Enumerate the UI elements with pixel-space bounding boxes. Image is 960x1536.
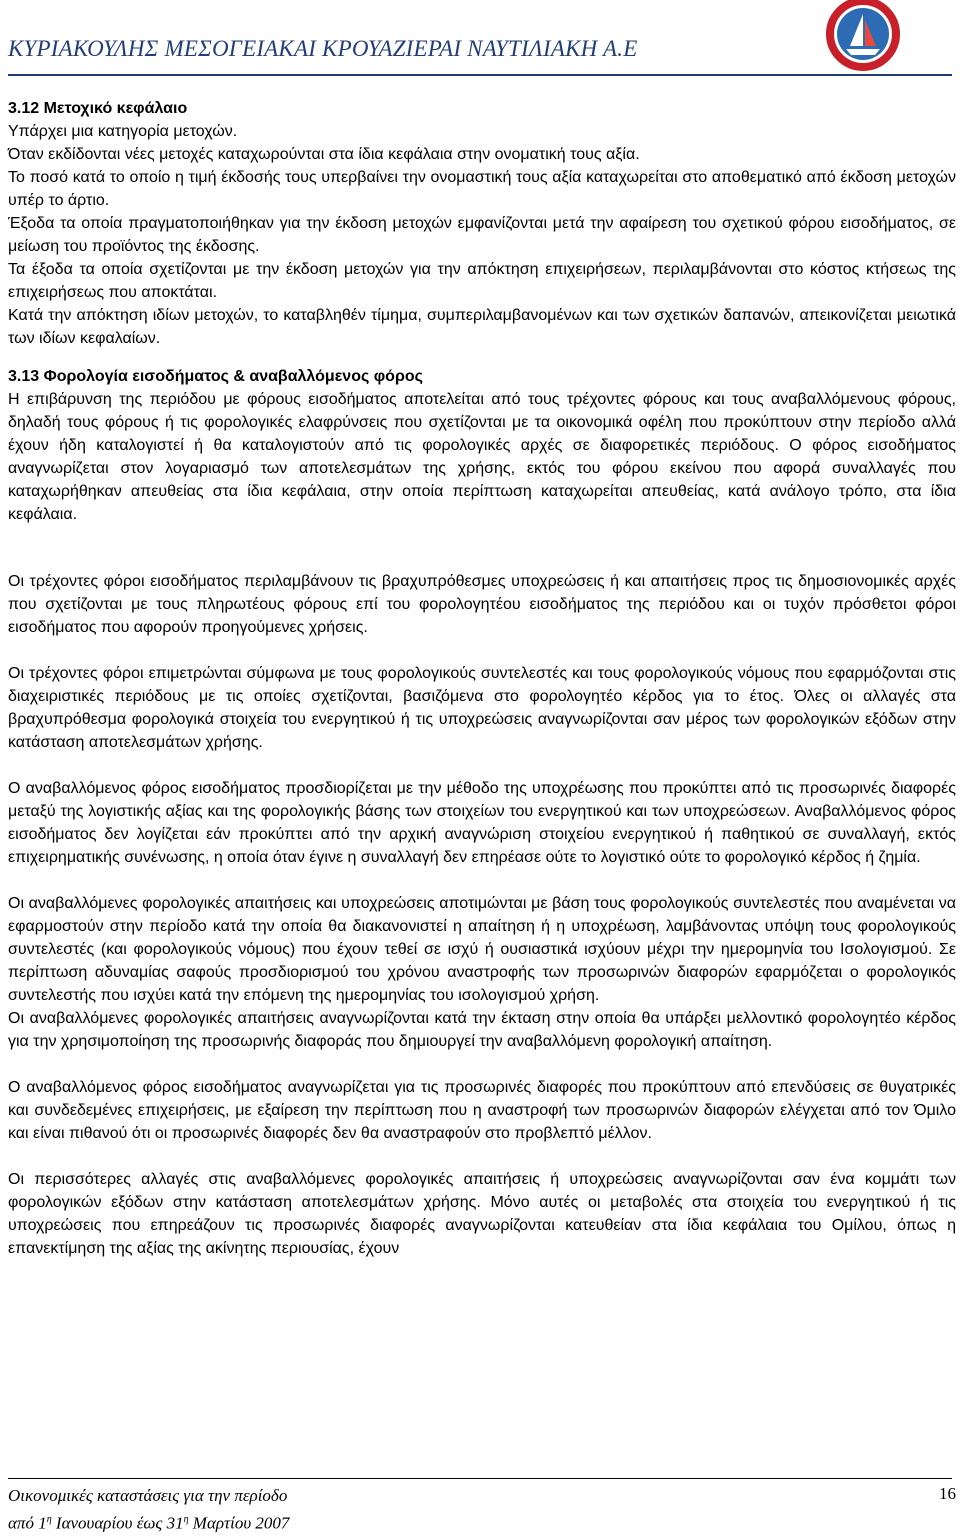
paragraph: Ο αναβαλλόμενος φόρος εισοδήματος αναγνωρίζεται για τις προσωρινές διαφορές που προκύπτουν από επενδύσεις σε θυγατρικές και συνδεδεμένες επιχειρήσεις, με εξαίρεση την περίπτωση που η αναστροφή των προσωρινών διαφορών ελέγχεται από τον Όμιλο και είναι πιθανού ότι οι προσωρινές διαφορές δεν θα αναστραφούν στο προβλεπτό μέλλον. (8, 1079, 956, 1142)
footer-line-1: Οικονομικές καταστάσεις για την περίοδο (8, 1486, 288, 1505)
paragraph: Έξοδα τα οποία πραγματοποιήθηκαν για την έκδοση μετοχών εμφανίζονται μετά την αφαίρεση του σχετικού φόρου εισοδήματος, σε μείωση του προϊόντος της έκδοσης. (8, 215, 956, 255)
footer-line-2: από $1^\eta$ Ιανουαρίου έως $31^\eta$ Μαρτίου 2007 (8, 1513, 290, 1533)
paragraph: Το ποσό κατά το οποίο η τιμή έκδοσής τους υπερβαίνει την ονομαστική τους αξία καταχωρείται στο αποθεματικό από έκδοση μετοχών υπέρ το άρτιο. (8, 169, 956, 209)
header-divider (8, 74, 952, 76)
paragraph: Οι τρέχοντες φόροι επιμετρώνται σύμφωνα με τους φορολογικούς συντελεστές και τους φορολογικούς νόμους που εφαρμόζονται στις διαχειριστικές περιόδους με τις οποίες σχετίζονται, βασιζόμενα στο φορολογητέο κέρδος για το έτος. Όλες οι αλλαγές στα βραχυπρόθεσμα φορολογικά στοιχεία του ενεργητικού ή τις υποχρεώσεις αναγνωρίζονται σαν μέρος των φορολογικών εξόδων στην κατάσταση αποτελεσμάτων χρήσης. (8, 665, 956, 751)
company-logo (826, 0, 900, 74)
section-heading-share-capital: 3.12 Μετοχικό κεφάλαιο (8, 100, 188, 117)
section-heading-income-tax: 3.13 Φορολογία εισοδήματος & αναβαλλόμενος φόρος (8, 368, 423, 385)
document-body (8, 97, 956, 1260)
footer-period (8, 1484, 289, 1536)
paragraph: Οι τρέχοντες φόροι εισοδήματος περιλαμβάνουν τις βραχυπρόθεσμες υποχρεώσεις ή και απαιτήσεις προς τις δημοσιονομικές αρχές που σχετίζονται με τους πληρωτέους φόρους επί του φορολογητέου εισοδήματος της περιόδου και οι τυχόν πρόσθετοι φόροι εισοδήματος που αφορούν προηγούμενες χρήσεις. (8, 573, 956, 636)
paragraph: Οι αναβαλλόμενες φορολογικές απαιτήσεις αναγνωρίζονται κατά την έκταση στην οποία θα υπάρξει μελλοντικό φορολογητέο κέρδος για την χρησιμοποίηση της προσωρινής διαφοράς που δημιουργεί την αναβαλλόμενη φορολογική απαίτηση. (8, 1010, 956, 1050)
paragraph: Κατά την απόκτηση ιδίων μετοχών, το καταβληθέν τίμημα, συμπεριλαμβανομένων και των σχετικών δαπανών, απεικονίζεται μειωτικά των ιδίων κεφαλαίων. (8, 307, 956, 347)
paragraph: Τα έξοδα τα οποία σχετίζονται με την έκδοση μετοχών για την απόκτηση επιχειρήσεων, περιλαμβάνονται στο κόστος κτήσεως της επιχειρήσεως που αποκτάται. (8, 261, 956, 301)
paragraph: Οι αναβαλλόμενες φορολογικές απαιτήσεις και υποχρεώσεις αποτιμώνται με βάση τους φορολογικούς συντελεστές που αναμένεται να εφαρμοστούν στην περίοδο κατά την οποία θα διακανονιστεί η απαίτηση ή η υποχρέωση, λαμβάνοντας υπόψη τους φορολογικούς συντελεστές (και φορολογικούς νόμους) που έχουν τεθεί σε ισχύ ή ουσιαστικά ισχύουν μέχρι την ημερομηνία του Ισολογισμού. Σε περίπτωση αδυναμίας σαφούς προσδιορισμού του χρόνου αναστροφής των προσωρινών διαφορών εφαρμόζεται ο φορολογικός συντελεστής που ισχύει κατά την επόμενη της ημερομηνίας του ισολογισμού χρήση. (8, 895, 956, 1004)
paragraph: Όταν εκδίδονται νέες μετοχές καταχωρούνται στα ίδια κεφάλαια στην ονοματική τους αξία. (8, 146, 640, 163)
paragraph: Υπάρχει μια κατηγορία μετοχών. (8, 123, 238, 140)
document-header-title: ΚΥΡΙΑΚΟΥΛΗΣ ΜΕΣΟΓΕΙΑΚΑΙ ΚΡΟΥΑΖΙΕΡΑΙ ΝΑΥΤΙΛΙΑΚΗ Α.Ε (8, 36, 638, 61)
paragraph: Η επιβάρυνση της περιόδου με φόρους εισοδήματος αποτελείται από τους τρέχοντες φόρους και τους αναβαλλόμενους φόρους, δηλαδή τους φόρους ή τις φορολογικές ελαφρύνσεις που σχετίζονται με τα οικονομικά οφέλη που προκύπτουν στην περίοδο αλλά έχουν ήδη καταλογιστεί ή θα καταλογιστούν από τις φορολογικές αρχές σε διαφορετικές περιόδους. Ο φόρος εισοδήματος αναγνωρίζεται στον λογαριασμό των αποτελεσμάτων της χρήσης, εκτός του φόρου εκείνου που αφορά συναλλαγές που καταχωρήθηκαν απευθείας στα ίδια κεφάλαια, στην οποία περίπτωση καταχωρείται απευθείας, κατά ανάλογο τρόπο, στα ίδια κεφάλαια. (8, 391, 956, 523)
footer-divider (8, 1478, 952, 1479)
paragraph: Ο αναβαλλόμενος φόρος εισοδήματος προσδιορίζεται με την μέθοδο της υποχρέωσης που προκύπτει από τις προσωρινές διαφορές μεταξύ της λογιστικής αξίας και της φορολογικής βάσης των στοιχείων του ενεργητικού και των υποχρεώσεων. Αναβαλλόμενος φόρος εισοδήματος δεν λογίζεται εάν προκύπτει από την αρχική αναγνώριση στοιχείου ενεργητικού ή παθητικού σε συναλλαγή, εκτός επιχειρηματικής συνένωσης, η οποία όταν έγινε η συναλλαγή δεν επηρέασε ούτε το λογιστικό ούτε το φορολογικό κέρδος ή ζημία. (8, 780, 956, 866)
page-number: 16 (939, 1484, 956, 1503)
paragraph: Οι περισσότερες αλλαγές στις αναβαλλόμενες φορολογικές απαιτήσεις ή υποχρεώσεις αναγνωρίζονται σαν ένα κομμάτι των φορολογικών εξόδων στην κατάσταση αποτελεσμάτων χρήσης. Μόνο αυτές οι μεταβολές στα στοιχεία του ενεργητικού ή τις υποχρεώσεις που επηρεάζουν τις προσωρινές διαφορές αναγνωρίζονται κατευθείαν στα ίδια κεφάλαια του Ομίλου, όπως η επανεκτίμηση της αξίας της ακίνητης περιουσίας, έχουν (8, 1171, 956, 1257)
